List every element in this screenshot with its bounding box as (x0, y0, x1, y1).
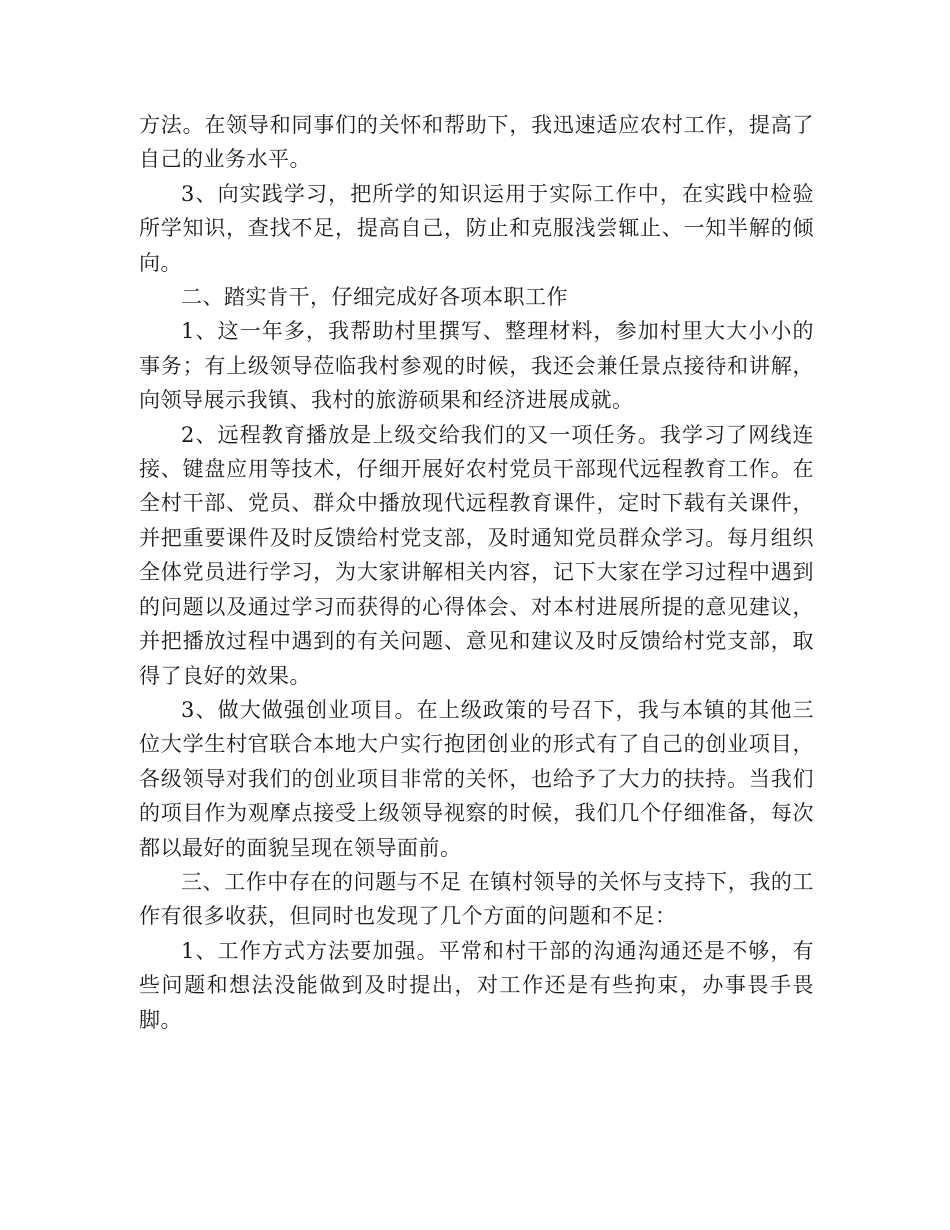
section-heading-three: 三、工作中存在的问题与不足 在镇村领导的关怀与支持下，我的工作有很多收获，但同时也发现了几个方面的问题和不足： (139, 869, 814, 929)
paragraph-practice-learning: 3、向实践学习，把所学的知识运用于实际工作中，在实践中检验所学知识，查找不足，提高自己，防止和克服浅尝辄止、一知半解的倾向。 (139, 181, 814, 275)
section-heading-two: 二、踏实肯干，仔细完成好各项本职工作 (181, 285, 568, 310)
document-body (139, 108, 814, 1037)
paragraph-continuation: 方法。在领导和同事们的关怀和帮助下，我迅速适应农村工作，提高了自己的业务水平。 (139, 113, 814, 172)
paragraph-work-methods: 1、工作方式方法要加强。平常和村干部的沟通沟通还是不够，有些问题和想法没能做到及时提出，对工作还是有些拘束，办事畏手畏脚。 (139, 938, 814, 1032)
paragraph-startup-project: 3、做大做强创业项目。在上级政策的号召下，我与本镇的其他三位大学生村官联合本地大户实行抱团创业的形式有了自己的创业项目，各级领导对我们的创业项目非常的关怀，也给予了大力的扶持。当我们的项目作为观摩点接受上级领导视察的时候，我们几个仔细准备，每次都以最好的面貌呈现在领导面前。 (139, 697, 814, 860)
paragraph-remote-education: 2、远程教育播放是上级交给我们的又一项任务。我学习了网线连接、键盘应用等技术，仔细开展好农村党员干部现代远程教育工作。在全村干部、党员、群众中播放现代远程教育课件，定时下载有关课件，并把重要课件及时反馈给村党支部，及时通知党员群众学习。每月组织全体党员进行学习，为大家讲解相关内容，记下大家在学习过程中遇到的问题以及通过学习而获得的心得体会、对本村进展所提的意见建议，并把播放过程中遇到的有关问题、意见和建议及时反馈给村党支部，取得了良好的效果。 (139, 422, 814, 688)
paragraph-village-affairs: 1、这一年多，我帮助村里撰写、整理材料，参加村里大大小小的事务；有上级领导莅临我村参观的时候，我还会兼任景点接待和讲解，向领导展示我镇、我村的旅游硕果和经济进展成就。 (139, 319, 814, 413)
